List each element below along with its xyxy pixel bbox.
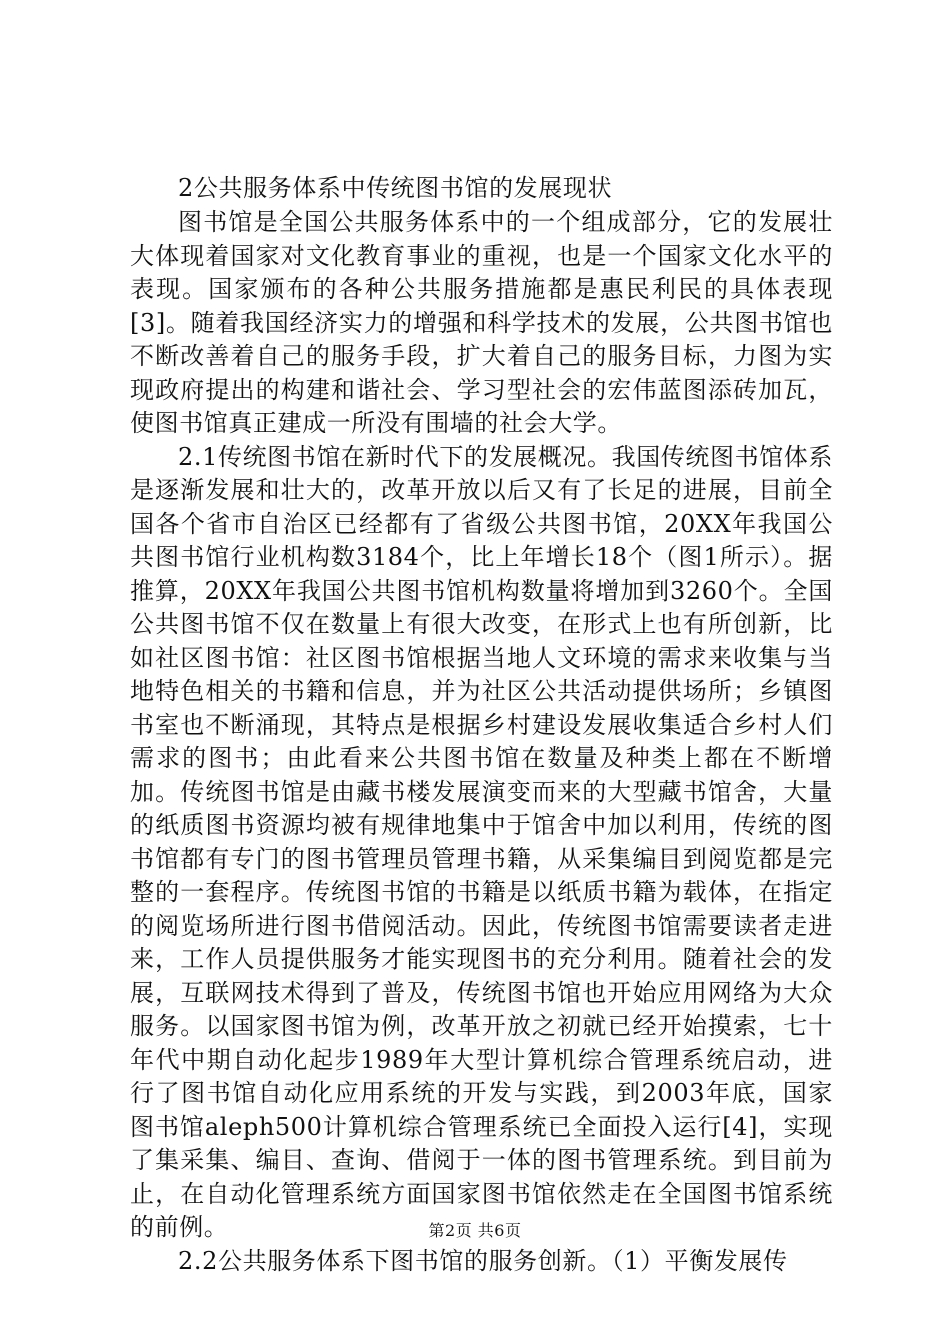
paragraph-intro: 图书馆是全国公共服务体系中的一个组成部分，它的发展壮大体现着国家对文化教育事业的重视，也是一个国家文化水平的表现。国家颁布的各种公共服务措施都是惠民利民的具体表现[3]。随着我国经济实力的增强和科学技术的发展，公共图书馆也不断改善着自己的服务手段，扩大着自己的服务目标，力图为实现政府提出的构建和谐社会、学习型社会的宏伟蓝图添砖加瓦，使图书馆真正建成一所没有围墙的社会大学。	[130, 208, 833, 437]
page-footer: 第2页 共6页	[428, 1221, 522, 1240]
document-body	[130, 170, 833, 1278]
paragraph-2-1: 2.1传统图书馆在新时代下的发展概况。我国传统图书馆体系是逐渐发展和壮大的，改革开放以后又有了长足的进展，目前全国各个省市自治区已经都有了省级公共图书馆，20XX年我国公共图书馆行业机构数3184个，比上年增长18个（图1所示）。据推算，20XX年我国公共图书馆机构数量将增加到3260个。全国公共图书馆不仅在数量上有很大改变，在形式上也有所创新，比如社区图书馆：社区图书馆根据当地人文环境的需求来收集与当地特色相关的书籍和信息，并为社区公共活动提供场所；乡镇图书室也不断涌现，其特点是根据乡村建设发展收集适合乡村人们需求的图书；由此看来公共图书馆在数量及种类上都在不断增加。传统图书馆是由藏书楼发展演变而来的大型藏书馆舍，大量的纸质图书资源均被有规律地集中于馆舍中加以利用，传统的图书馆都有专门的图书管理员管理书籍，从采集编目到阅览都是完整的一套程序。传统图书馆的书籍是以纸质书籍为载体，在指定的阅览场所进行图书借阅活动。因此，传统图书馆需要读者走进来，工作人员提供服务才能实现图书的充分利用。随着社会的发展，互联网技术得到了普及，传统图书馆也开始应用网络为大众服务。以国家图书馆为例，改革开放之初就已经开始摸索，七十年代中期自动化起步1989年大型计算机综合管理系统启动，进行了图书馆自动化应用系统的开发与实践，到2003年底，国家图书馆aleph500计算机综合管理系统已全面投入运行[4]，实现了集采集、编目、查询、借阅于一体的图书管理系统。到目前为止，在自动化管理系统方面国家图书馆依然走在全国图书馆系统的前例。	[130, 442, 833, 1241]
paragraph-2-2: 2.2公共服务体系下图书馆的服务创新。（1）平衡发展传	[178, 1246, 788, 1275]
section-heading: 2公共服务体系中传统图书馆的发展现状	[178, 174, 613, 202]
